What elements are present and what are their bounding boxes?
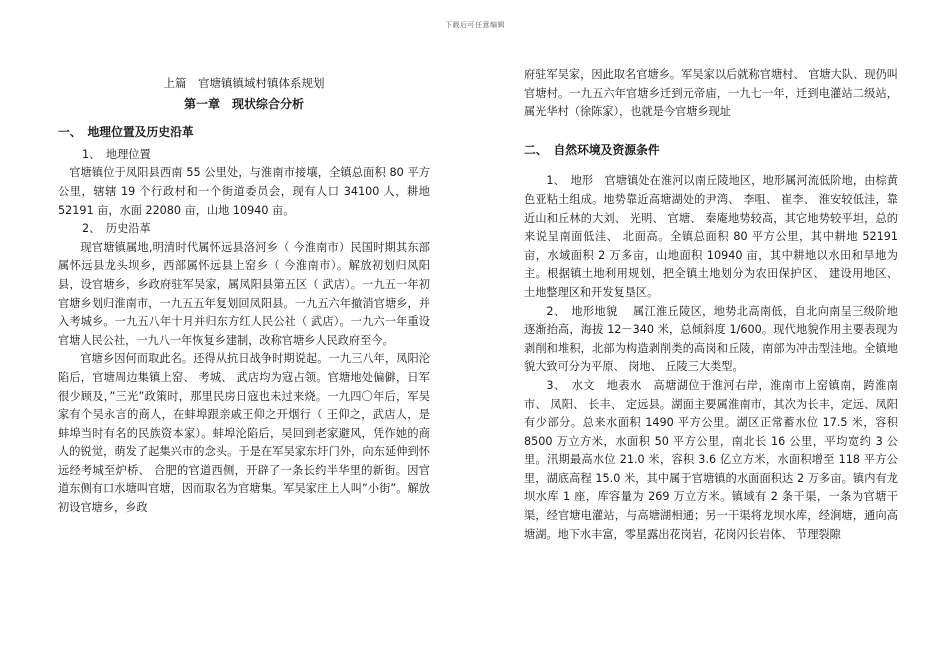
left-column [58,74,430,518]
paragraph-terrain: 1、 地形 官塘镇处在淮河以南丘陵地区，地形属河流低阶地，由棕黄色亚粘土组成。地势靠近高塘湖处的尹湾、 李咀、 崔李、 淮安较低洼，靠近山和丘林的大刘、 光明、 官塘、 秦庵地势较高，其它地势较平坦，总的来说呈南面低洼、 北面高。全镇总面积 80 平方公里，其中耕地 52191 亩，水域面积 2 万多亩，山地面积 10940 亩，其中耕地以水田和旱地为主。根据镇土地利用规划，把全镇土地划分为农田保护区、 建设用地区、 土地整理区和开发复垦区。 [524,174,898,299]
section-heading-environment: 二、 自然环境及资源条件 [524,142,660,157]
page-header-note: 下载后可任意编辑 [445,21,505,29]
right-column [524,66,898,544]
chapter-title: 第一章 现状综合分析 [183,96,304,111]
paragraph-history-1: 现官塘镇属地,明清时代属怀远县洛河乡（ 今淮南市）民国时期其东部属怀远县龙头坝乡，西部属怀远县上窑乡（ 今淮南市）。解放初划归凤阳县，设官塘乡，乡政府驻军吴家，属凤阳县第五区（ 武店）。一九五一年初官塘乡划归淮南市，一九五五年复划回凤阳县。一九五六年撤消官塘乡，并入考城乡。一九五八年十月并归东方红人民公社（ 武店）。一九六一年重设官塘人民公社，一九八一年恢复乡建制，改称官塘乡人民政府至今。 [58,240,430,347]
subheading-history: 2、 历史沿革 [82,222,151,236]
paragraph-landform: 2、 地形地貌 属江淮丘陵区，地势北高南低，自北向南呈三级阶地逐渐抬高，海拔 12－340 米，总倾斜度 1/600。现代地貌作用主要表现为剥削和堆积，北部为构造剥削类的高岗和丘陵，南部为冲击型洼地。全镇地貌大致可分为平原、 岗地、 丘陵三大类型。 [524,304,898,374]
paragraph-history-2: 官塘乡因何而取此名。还得从抗日战争时期说起。一九三八年，凤阳沦陷后，官塘周边集镇上窑、 考城、 武店均为寇占领。官塘地处偏僻，日军很少顾及，”三光”政策时，那里民房日寇也未过来烧。一九四〇年后，军吴家有个吴永言的商人，在蚌埠跟亲戚王仰之开烟行（ 王仰之，武店人，是蚌埠当时有名的民族资本家）。蚌埠沦陷后，吴回到老家避风，凭作她的商人的锐觉，萌发了起集兴市的念头。于是在军吴家东圩门外，向东延伸到怀远经考城至炉桥、 合肥的官道西侧，开辟了一条长约半华里的新街。因官道东侧有口水塘叫官塘，因而取名为官塘集。军吴家庄上人叫”小街”。解放初设官塘乡，乡政 [58,352,430,515]
section-heading-location-history: 一、 地理位置及历史沿革 [58,125,194,140]
paragraph-hydrology: 3、 水文 地表水 高塘湖位于淮河右岸，淮南市上窑镇南，跨淮南市、 凤阳、 长丰、 定远县。湖面主要属淮南市，其次为长丰，定远、凤阳有少部分。总来水面积 1490 平方公里。湖区正常蓄水位 17.5 米，容积 8500 万立方米，水面积 50 平方公里，南北长 16 公里，平均宽约 3 公里。汛期最高水位 21.0 米，容积 3.6 亿立方米，水面积增至 118 平方公里，湖底高程 15.0 米，其中属于官塘镇的水面面积达 2 万多亩。镇内有龙坝水库 1 座，库容量为 269 万立方米。镇域有 2 条干渠，一条为官塘干渠，经官塘电灌站，与高塘湖相通；另一干渠将龙坝水库，经涧塘，通向高塘湖。地下水丰富，零星露出花岗岩，花岗闪长岩体、 节理裂隙 [524,378,898,541]
paragraph-location: 官塘镇位于凤阳县西南 55 公里处，与淮南市接壤，全镇总面积 80 平方公里，辖辖 19 个行政村和一个街道委员会，现有人口 34100 人，耕地 52191 亩，水面 22080 亩，山地 10940 亩。 [58,166,430,217]
subheading-location: 1、 地理位置 [82,147,151,161]
part-title: 上篇 官塘镇镇域村镇体系规划 [163,76,325,90]
paragraph-history-continued: 府驻军吴家，因此取名官塘乡。军吴家以后就称官塘村、 官塘大队、现仍叫官塘村。一九五六年官塘乡迁到元帝庙，一九七一年，迁到电灌站二级站，属光华村（徐陈家），也就是今官塘乡现址 [524,68,898,119]
